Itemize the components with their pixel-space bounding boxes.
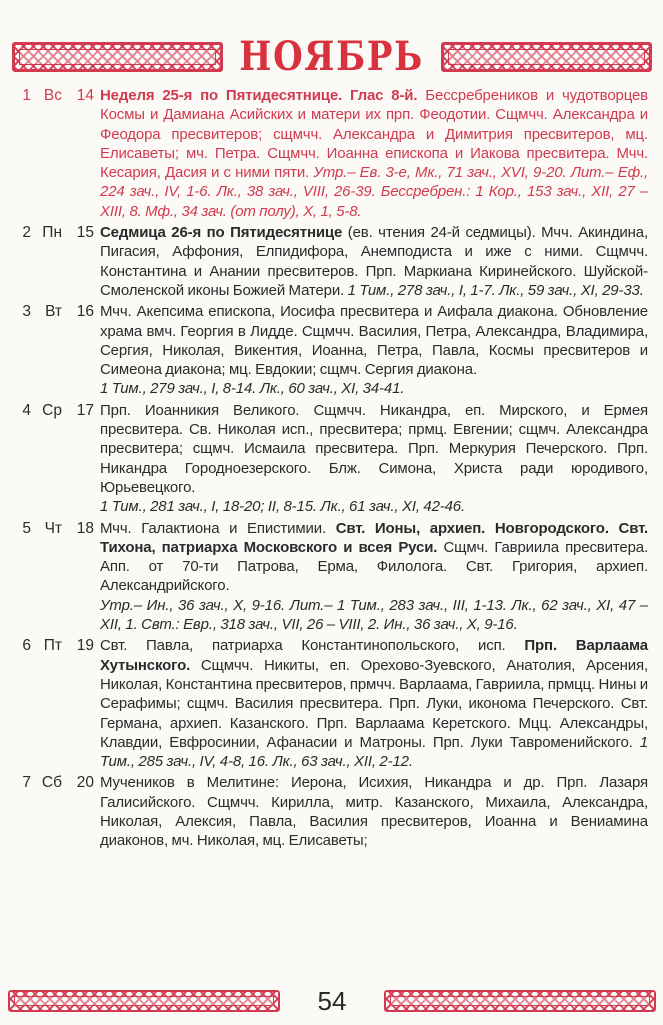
day-number: 6: [22, 637, 31, 655]
old-style-date: 18: [76, 519, 94, 537]
feast-title: Неделя 25-я по Пятидесятнице. Глас 8-й.: [100, 87, 418, 104]
date-column: [0, 302, 100, 321]
day-entry-7: [0, 773, 663, 850]
month-header: [12, 26, 652, 88]
commemorations: Мчч. Галактиона и Епистимии.: [100, 519, 336, 537]
day-number: 1: [22, 87, 31, 104]
day-of-week: Пт: [43, 637, 62, 655]
commemorations: Бессребреников и чудотворцев Космы и Дамиана Асийских и матери их прп. Феодотии. Сщмчч. Александра и Феодора пресвитеров; сщмчч. Александра и Димитрия пресвитеров, мц. Елисаветы; мч. Петра. Сщмчч. Иоанна епископа и Иакова пресвитера. Мчч. Кесария, Дасия и с ними пяти.: [100, 87, 648, 182]
ornament-left: [12, 42, 223, 72]
entry-text: [100, 223, 648, 300]
commemorations: Мучеников в Мелитине: Иерона, Исихия, Никандра и др. Прп. Лазаря Галисийского. Сщмчч. Кирилла, митр. Казанского, Михаила, Александра, Николая, Алексия, Павла, Василия пресвитеров, Иоанна и Вениамина диаконов, мч. Николая, мц. Елисаветы;: [100, 774, 648, 850]
entry-text: [100, 519, 648, 635]
commemorations: Мчч. Акепсима епископа, Иосифа пресвитера и Аифала диакона. Обновление храма вмч. Георгия в Лидде. Сщмчч. Василия, Петра, Александра, Владимира, Сергия, Николая, Викентия, Иоанна, Петра, Павла, Космы пресвитеров и Симеона диакона; мц. Евдокии; сщмч. Сергия диакона.: [100, 303, 648, 379]
scripture-readings: Утр.– Ев. 3-е, Мк., 71 зач., XVI, 9-20. Лит.– Еф., 224 зач., IV, 1-6. Лк., 38 зач., VIII, 26-39. Бессребрен.: 1 Кор., 153 зач., XII, 27 – XIII, 8. Мф., 34 зач. (от полу), X, 1, 5-8.: [100, 164, 648, 220]
old-style-date: 20: [76, 774, 94, 792]
old-style-date: 16: [76, 303, 94, 321]
date-column: [0, 223, 100, 242]
ornament-right: [384, 990, 656, 1012]
month-title: НОЯБРЬ: [239, 33, 425, 80]
old-style-date: 17: [76, 401, 94, 419]
scripture-readings: 1 Тим., 279 зач., I, 8-14. Лк., 60 зач., XI, 34-41.: [100, 380, 405, 398]
date-column: [0, 636, 100, 655]
day-number: 2: [22, 224, 31, 242]
day-of-week: Вт: [45, 303, 62, 321]
ornament-left: [8, 990, 280, 1012]
day-entry-4: [0, 401, 663, 517]
commemorations: Свт. Павла, патриарха Константинопольского, исп.: [100, 637, 525, 655]
day-of-week: Сб: [41, 774, 62, 792]
day-entry-1: [0, 86, 663, 221]
day-entry-2: [0, 223, 663, 300]
commemorations: (ев. чтения 24-й седмицы). Мчч. Акиндина, Пигасия, Аффония, Елпидифора, Анемподиста и иже с ними. Сщмчч. Константина и Анании пресвитеров. Прп. Маркиана Киринейского. Шуйской-Смоленской иконы Божией Матери.: [100, 224, 649, 299]
day-number: 4: [22, 401, 31, 419]
scripture-readings: 1 Тим., 285 зач., IV, 4-8, 16. Лк., 63 зач., XII, 2-12.: [100, 733, 648, 771]
day-entry-6: [0, 636, 663, 771]
entry-text: [100, 401, 648, 517]
day-of-week: Чт: [44, 519, 62, 537]
date-column: [0, 401, 100, 420]
old-style-date: 14: [76, 87, 94, 104]
scripture-readings: 1 Тим., 281 зач., I, 18-20; II, 8-15. Лк., 61 зач., XI, 42-46.: [100, 498, 466, 516]
old-style-date: 15: [76, 224, 94, 242]
day-number: 5: [22, 519, 31, 537]
date-column: [0, 519, 100, 538]
date-column: [0, 86, 100, 105]
entry-text: [100, 636, 648, 771]
ornament-right: [441, 42, 652, 72]
entry-text: [100, 773, 648, 850]
old-style-date: 19: [76, 637, 94, 655]
commemorations-cont: Сщмч. Гавриила пресвитера. Апп. от 70-ти Патрова, Ерма, Филолога. Свт. Григория, архиеп. Александрийского.: [100, 538, 648, 595]
scripture-readings: Утр.– Ин., 36 зач., X, 9-16. Лит.– 1 Тим., 283 зач., III, 1-13. Лк., 62 зач., XI, 47 – XII, 1. Свт.: Евр., 318 зач., VII, 26 – VIII, 2. Ин., 36 зач., X, 9-16.: [100, 596, 648, 634]
day-number: 3: [22, 303, 31, 321]
entry-text: [100, 86, 648, 221]
week-title: Седмица 26-я по Пятидесятнице: [100, 224, 343, 242]
day-entries: [0, 86, 663, 851]
day-of-week: Ср: [42, 401, 62, 419]
commemorations: Прп. Иоанникия Великого. Сщмчч. Никандра, еп. Мирского, и Ермея пресвитера. Св. Николая исп., пресвитера; прмц. Евгении; сщмч. Александра пресвитера; сщмч. Исмаила пресвитера. Прп. Меркурия Печерского. Прп. Никандра Городноезерского. Блж. Симона, Христа ради юродивого, Юрьевецкого.: [100, 401, 648, 496]
page-footer: [8, 985, 656, 1017]
feast-title: Прп. Варлаама Хутынского.: [100, 637, 648, 674]
entry-text: [100, 302, 648, 398]
day-entry-5: [0, 519, 663, 635]
page-number: 54: [317, 985, 347, 1016]
date-column: [0, 773, 100, 792]
scripture-readings: 1 Тим., 278 зач., I, 1-7. Лк., 59 зач., XI, 29-33.: [347, 281, 644, 299]
day-of-week: Пн: [42, 224, 62, 242]
commemorations-cont: Сщмчч. Никиты, еп. Орехово-Зуевского, Анатолия, Арсения, Николая, Константина пресвитеров, прмчч. Варлаама, Гавриила, прмцц. Нины и Серафимы; сщмч. Василия пресвитера. Прп. Луки, иконома Печерского. Свт. Германа, архиеп. Казанского. Прп. Варлаама Керетского. Мцц. Александры, Клавдии, Евфросинии, Афанасии и Матроны. Прп. Луки Тавроменийского.: [100, 656, 648, 751]
day-of-week: Вс: [43, 87, 62, 104]
day-entry-3: [0, 302, 663, 398]
day-number: 7: [22, 774, 31, 792]
feast-title: Свт. Ионы, архиеп. Новгородского. Свт. Тихона, патриарха Московского и всея Руси.: [100, 519, 648, 556]
